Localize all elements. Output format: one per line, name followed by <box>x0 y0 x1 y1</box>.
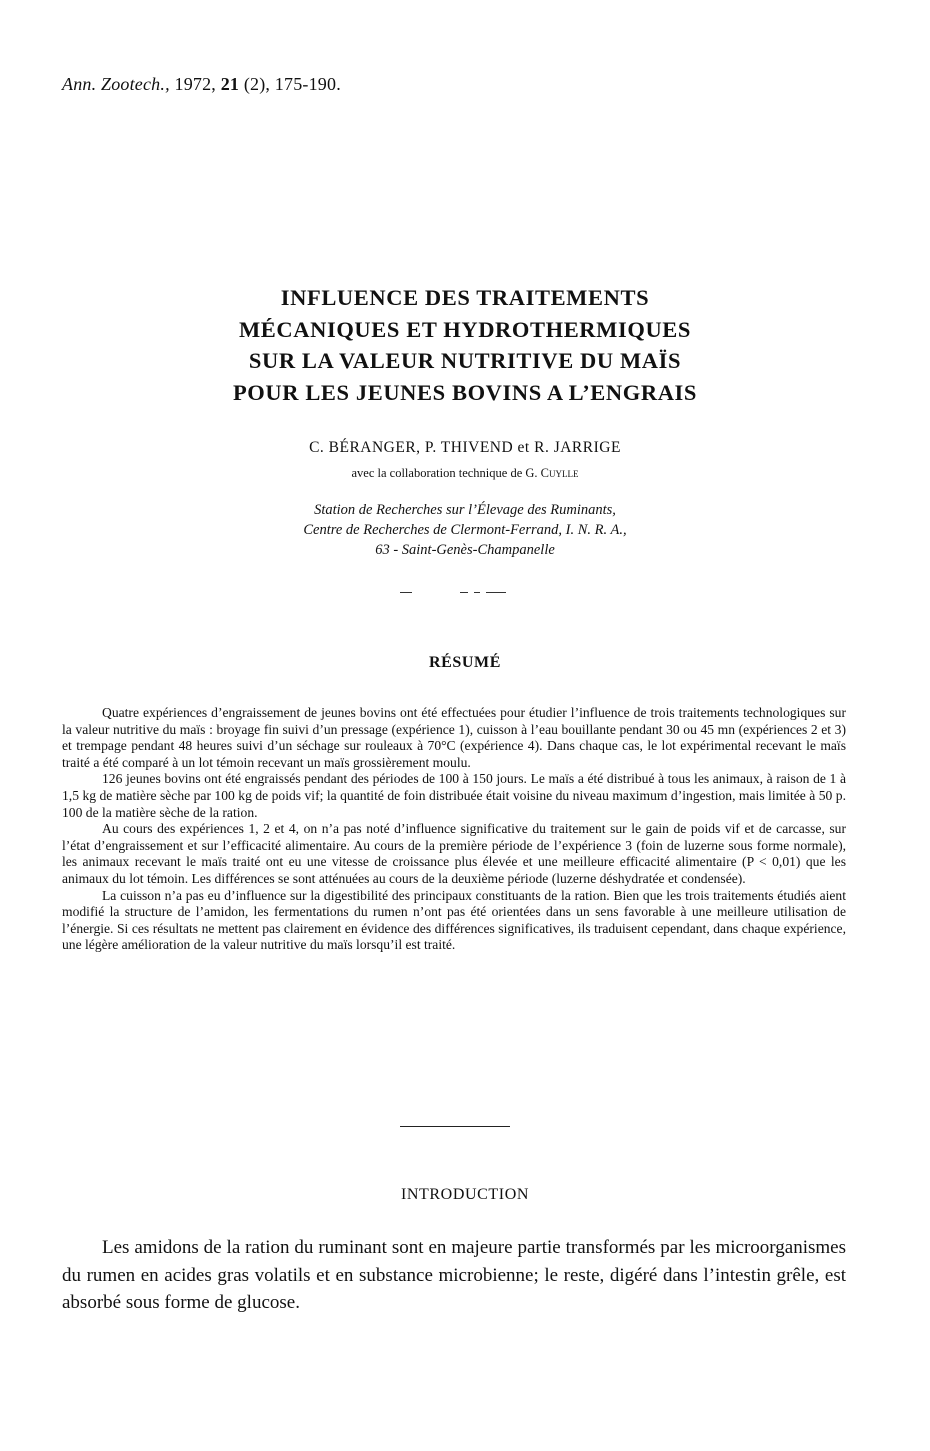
title-line: SUR LA VALEUR NUTRITIVE DU MAÏS <box>248 348 682 373</box>
affiliation-line: Station de Recherches sur l’Élevage des Ruminants, <box>314 502 616 518</box>
affiliation-line: 63 - Saint-Genès-Champanelle <box>375 542 555 558</box>
separator-dashes <box>400 584 510 596</box>
resume-heading: RÉSUMÉ <box>428 654 502 671</box>
introduction-heading: INTRODUCTION <box>400 1186 530 1203</box>
collaboration-prefix: avec la collaboration technique de G. <box>351 466 541 480</box>
title-line: INFLUENCE DES TRAITEMENTS <box>280 285 650 310</box>
authors: C. BÉRANGER, P. THIVEND et R. JARRIGE <box>309 439 621 456</box>
introduction-paragraph: Les amidons de la ration du ruminant sont en majeure partie transformés par les microorganismes du rumen en acides gras volatils et en substance microbienne; le reste, digéré dans l’intestin grêle, est absorbé sous forme de glucose. <box>62 1237 846 1313</box>
citation <box>62 74 341 95</box>
title-line: POUR LES JEUNES BOVINS A L’ENGRAIS <box>232 379 698 405</box>
abstract-paragraph: Au cours des expériences 1, 2 et 4, on n’a pas noté d’influence significative du traitement sur le gain de poids vif et de carcasse, sur l’état d’engraissement et sur l’efficacité alimentaire. Au cours de la première période de l’expérience 3 (foin de luzerne sous forme normale), les animaux recevant le maïs traité ont eu une vitesse de croissance plus élevée et une meilleure efficacité alimentaire (P < 0,01) que les animaux du lot témoin. Les différences se sont atténuées au cours de la deuxième période (luzerne déshydratée et condensée). <box>62 821 846 886</box>
abstract-paragraph: La cuisson n’a pas eu d’influence sur la digestibilité des principaux constituants de la ration. Bien que les trois traitements étudiés aient modifié la structure de l’amidon, les fermentations du rumen n’ont pas été orientées dans un sens favorable à une meilleure utilisation de l’énergie. Si ces résultats ne mettent pas clairement en évidence des différences significatives, ils traduisent cependant, dans chaque expérience, une légère amélioration de la valeur nutritive du maïs lorsqu’il est traité. <box>62 887 846 953</box>
paper-title <box>100 282 830 408</box>
section-divider <box>400 1126 510 1127</box>
collaboration-note <box>100 466 830 481</box>
abstract-paragraph: Quatre expériences d’engraissement de jeunes bovins ont été effectuées pour étudier l’influence de trois traitements technologiques sur la valeur nutritive du maïs : broyage fin suivi d’un pressage (expérience 1), cuisson à l’eau bouillante pendant 30 ou 45 mn (expériences 2 et 3) et trempage pendant 48 heures suivi d’un séchage sur rouleaux à 70°C (expérience 4). Dans chaque cas, le lot expérimental recevant le maïs traité a été comparé à un lot témoin recevant un maïs grossièrement moulu. <box>62 705 846 770</box>
citation-pages: (2), 175-190. <box>243 74 341 94</box>
affiliation <box>100 500 830 560</box>
citation-year: 1972, <box>174 74 216 94</box>
collaborator-name: Cuylle <box>540 466 579 480</box>
abstract <box>62 705 846 954</box>
introduction-body <box>62 1234 846 1317</box>
citation-volume: 21 <box>220 74 240 94</box>
title-line: MÉCANIQUES ET HYDROTHERMIQUES <box>238 316 692 342</box>
affiliation-line: Centre de Recherches de Clermont-Ferrand, I. N. R. A., <box>303 522 627 538</box>
abstract-paragraph: 126 jeunes bovins ont été engraissés pendant des périodes de 100 à 150 jours. Le maïs a été distribué à tous les animaux, à raison de 1 à 1,5 kg de matière sèche par 100 kg de poids vif; la quantité de foin distribuée était voisine du niveau maximum d’ingestion, mais limitée à 50 p. 100 de la matière sèche de la ration. <box>62 771 846 820</box>
journal-name: Ann. Zootech., <box>62 74 170 94</box>
